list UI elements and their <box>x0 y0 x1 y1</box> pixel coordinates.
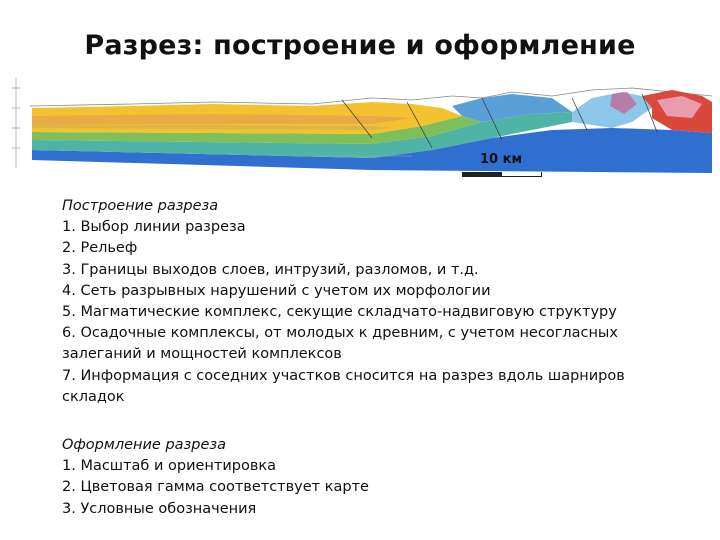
construction-step: 5. Магматические комплекс, секущие складчато-надвиговую структуру <box>62 304 617 321</box>
design-section <box>62 435 662 520</box>
construction-step: 1. Выбор линии разреза <box>62 219 246 236</box>
construction-step: 7. Информация с соседних участков сносится на разрез вдоль шарниров складок <box>62 367 625 405</box>
construction-steps <box>62 217 662 408</box>
construction-step: 2. Рельеф <box>62 240 138 257</box>
design-step: 3. Условные обозначения <box>62 500 257 517</box>
construction-heading: Построение разреза <box>62 198 219 214</box>
slide-title: Разрез: построение и оформление <box>84 30 636 61</box>
design-heading: Оформление разреза <box>62 437 226 453</box>
construction-step: 4. Сеть разрывных нарушений с учетом их морфологии <box>62 282 491 299</box>
scale-bar <box>462 172 542 177</box>
design-steps <box>62 456 662 520</box>
scale-label: 10 км <box>480 152 523 167</box>
geological-cross-section <box>12 78 717 183</box>
cross-section-drawing <box>12 78 717 183</box>
design-step: 1. Масштаб и ориентировка <box>62 458 277 475</box>
construction-step: 3. Границы выходов слоев, интрузий, разломов, и т.д. <box>62 261 479 278</box>
design-step: 2. Цветовая гамма соответствует карте <box>62 479 369 496</box>
construction-section <box>62 196 662 408</box>
construction-step: 6. Осадочные комплексы, от молодых к древним, с учетом несогласных залеганий и мощностей комплексов <box>62 325 618 363</box>
